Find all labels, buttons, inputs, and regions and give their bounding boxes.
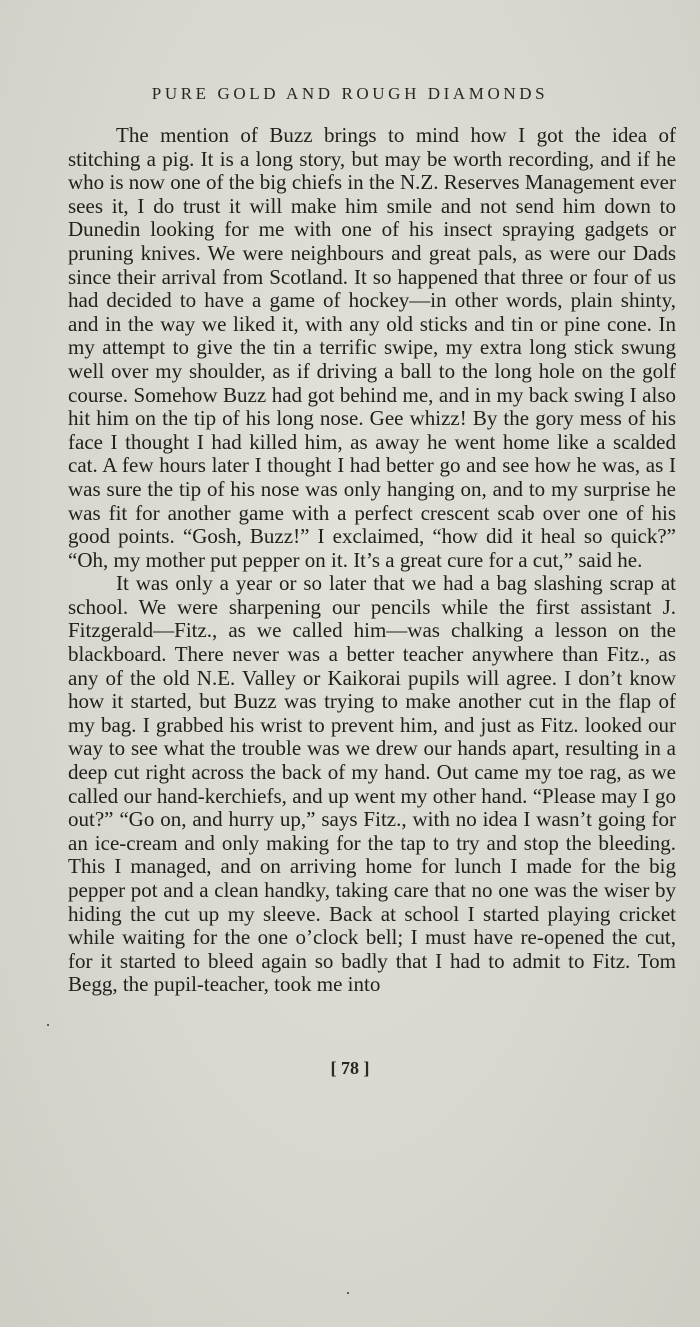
paper-speck	[347, 1292, 349, 1294]
paragraph: The mention of Buzz brings to mind how I got the idea of stitching a pig. It is a long story, but may be worth recording, and if he who is now one of the big chiefs in the N.Z. Reserves Management ever sees it, I do trust it will make him smile and not send him down to Dunedin looking for me with one of his insect spraying gadgets or pruning knives. We were neighbours and great pals, as were our Dads since their arrival from Scotland. It so happened that three or four of us had decided to have a game of hockey—in other words, plain shinty, and in the way we liked it, with any old sticks and tin or pine cone. In my attempt to give the tin a terrific swipe, my extra long stick swung well over my shoulder, as if driving a ball to the long hole on the golf course. Somehow Buzz had got behind me, and in my back swing I also hit him on the tip of his long nose. Gee whizz! By the gory mess of his face I thought I had killed him, as away he went home like a scalded cat. A few hours later I thought I had better go and see how he was, as I was sure the tip of his nose was only hanging on, and to my surprise he was fit for another game with a perfect crescent scab over one of his good points. “Gosh, Buzz!” I exclaimed, “how did it heal so quick?” “Oh, my mother put pepper on it. It’s a great cure for a cut,” said he.	[68, 123, 676, 572]
page-number: [ 78 ]	[330, 1058, 370, 1078]
paragraph: It was only a year or so later that we had a bag slashing scrap at school. We were sharpening our pencils while the first assistant J. Fitzgerald—Fitz., as we called him—was chalking a lesson on the blackboard. There never was a better teacher anywhere than Fitz., as any of the old N.E. Valley or Kaikorai pupils will agree. I don’t know how it started, but Buzz was trying to make another cut in the flap of my bag. I grabbed his wrist to prevent him, and just as Fitz. looked our way to see what the trouble was we drew our hands apart, resulting in a deep cut right across the back of my hand. Out came my toe rag, as we called our hand-kerchiefs, and up went my other hand. “Please may I go out?” “Go on, and hurry up,” says Fitz., with no idea I wasn’t going for an ice-cream and only making for the tap to try and stop the bleeding. This I managed, and on arriving home for lunch I made for the big pepper pot and a clean handky, taking care that no one was the wiser by hiding the cut up my sleeve. Back at school I started playing cricket while waiting for the one o’clock bell; I must have re-opened the cut, for it started to bleed again so badly that I had to admit to Fitz. Tom Begg, the pupil-teacher, took me into	[68, 571, 676, 997]
running-head: PURE GOLD AND ROUGH DIAMONDS	[151, 84, 549, 103]
body-text	[68, 124, 676, 997]
paper-speck	[47, 1024, 49, 1026]
